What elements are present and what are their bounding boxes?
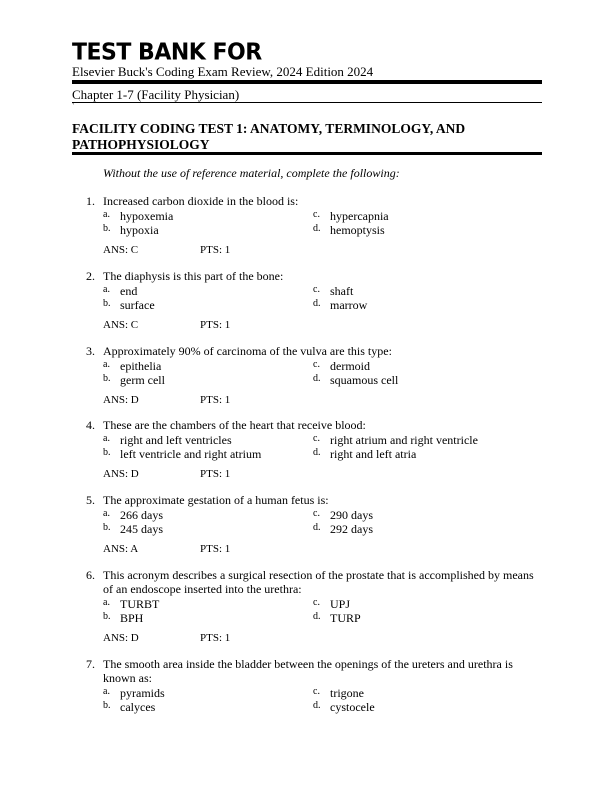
- answer-choices: [103, 686, 542, 714]
- choice-d: d. hemoptysis: [313, 223, 385, 237]
- choice-b: b. hypoxia: [103, 223, 159, 237]
- points: PTS: 1: [200, 394, 231, 406]
- choice-a: a. 266 days: [103, 508, 163, 522]
- answer-choices: [103, 284, 542, 312]
- answer-choices: [103, 508, 542, 536]
- choice-a: a. epithelia: [103, 359, 162, 373]
- choice-b: b. 245 days: [103, 522, 163, 536]
- question-4: [72, 418, 542, 481]
- instructions: Without the use of reference material, complete the following:: [103, 166, 400, 180]
- choice-c: c. hypercapnia: [313, 209, 389, 223]
- choice-d: d. TURP: [313, 611, 361, 625]
- choice-b: b. germ cell: [103, 373, 165, 387]
- answer-key: ANS: C: [103, 244, 139, 256]
- question-text: The diaphysis is this part of the bone:: [103, 269, 284, 283]
- question-number: 3.: [86, 344, 95, 358]
- choice-a: a. hypoxemia: [103, 209, 174, 223]
- section-rule: [72, 152, 542, 155]
- header-title: TEST BANK FOR: [72, 39, 262, 66]
- question-5: [72, 493, 542, 556]
- choice-d: d. 292 days: [313, 522, 373, 536]
- question-7: [72, 657, 542, 714]
- question-number: 2.: [86, 269, 95, 283]
- choice-c: c. trigone: [313, 686, 364, 700]
- question-text: The smooth area inside the bladder between the openings of the ureters and urethra is known as:: [103, 657, 513, 685]
- question-text: Increased carbon dioxide in the blood is:: [103, 194, 299, 208]
- question-6: [72, 568, 542, 645]
- points: PTS: 1: [200, 319, 231, 331]
- answer-key: ANS: A: [103, 543, 139, 555]
- answer-line: [103, 319, 542, 332]
- question-text: This acronym describes a surgical resection of the prostate that is accomplished by means of an endoscope inserted into the urethra:: [103, 568, 534, 596]
- points: PTS: 1: [200, 244, 231, 256]
- question-3: [72, 344, 542, 407]
- answer-choices: [103, 433, 542, 461]
- answer-choices: [103, 597, 542, 625]
- choice-c: c. dermoid: [313, 359, 370, 373]
- question-number: 5.: [86, 493, 95, 507]
- choice-d: d. marrow: [313, 298, 368, 312]
- question-number: 7.: [86, 657, 95, 671]
- header-subtitle: Elsevier Buck's Coding Exam Review, 2024 Edition 2024: [72, 64, 374, 79]
- choice-b: b. left ventricle and right atrium: [103, 447, 262, 461]
- choice-c: c. right atrium and right ventricle: [313, 433, 478, 447]
- question-2: [72, 269, 542, 332]
- answer-choices: [103, 359, 542, 387]
- answer-line: [103, 632, 542, 645]
- header-rule: [72, 80, 542, 84]
- choice-b: b. calyces: [103, 700, 156, 714]
- choice-d: d. cystocele: [313, 700, 375, 714]
- question-text: Approximately 90% of carcinoma of the vulva are this type:: [103, 344, 392, 358]
- question-number: 4.: [86, 418, 95, 432]
- answer-choices: [103, 209, 542, 237]
- choice-a: a. right and left ventricles: [103, 433, 232, 447]
- answer-key: ANS: D: [103, 468, 139, 480]
- stray-mark: `: [72, 102, 75, 111]
- answer-key: ANS: D: [103, 632, 139, 644]
- points: PTS: 1: [200, 543, 231, 555]
- chapter-label: Chapter 1-7 (Facility Physician): [72, 87, 240, 102]
- answer-key: ANS: C: [103, 319, 139, 331]
- answer-key: ANS: D: [103, 394, 139, 406]
- choice-b: b. surface: [103, 298, 155, 312]
- choice-c: c. UPJ: [313, 597, 351, 611]
- chapter-rule: [72, 102, 542, 103]
- answer-line: [103, 543, 542, 556]
- choice-d: d. squamous cell: [313, 373, 399, 387]
- choice-b: b. BPH: [103, 611, 144, 625]
- choice-a: a. TURBT: [103, 597, 160, 611]
- points: PTS: 1: [200, 632, 231, 644]
- question-number: 1.: [86, 194, 95, 208]
- points: PTS: 1: [200, 468, 231, 480]
- choice-c: c. 290 days: [313, 508, 373, 522]
- choice-a: a. pyramids: [103, 686, 165, 700]
- choice-d: d. right and left atria: [313, 447, 417, 461]
- question-text: These are the chambers of the heart that receive blood:: [103, 418, 366, 432]
- question-number: 6.: [86, 568, 95, 582]
- answer-line: [103, 468, 542, 481]
- choice-a: a. end: [103, 284, 138, 298]
- choice-c: c. shaft: [313, 284, 354, 298]
- answer-line: [103, 244, 542, 257]
- question-text: The approximate gestation of a human fetus is:: [103, 493, 329, 507]
- section-title: FACILITY CODING TEST 1: ANATOMY, TERMINOLOGY, AND PATHOPHYSIOLOGY: [72, 121, 466, 152]
- question-1: [72, 194, 542, 257]
- answer-line: [103, 394, 542, 407]
